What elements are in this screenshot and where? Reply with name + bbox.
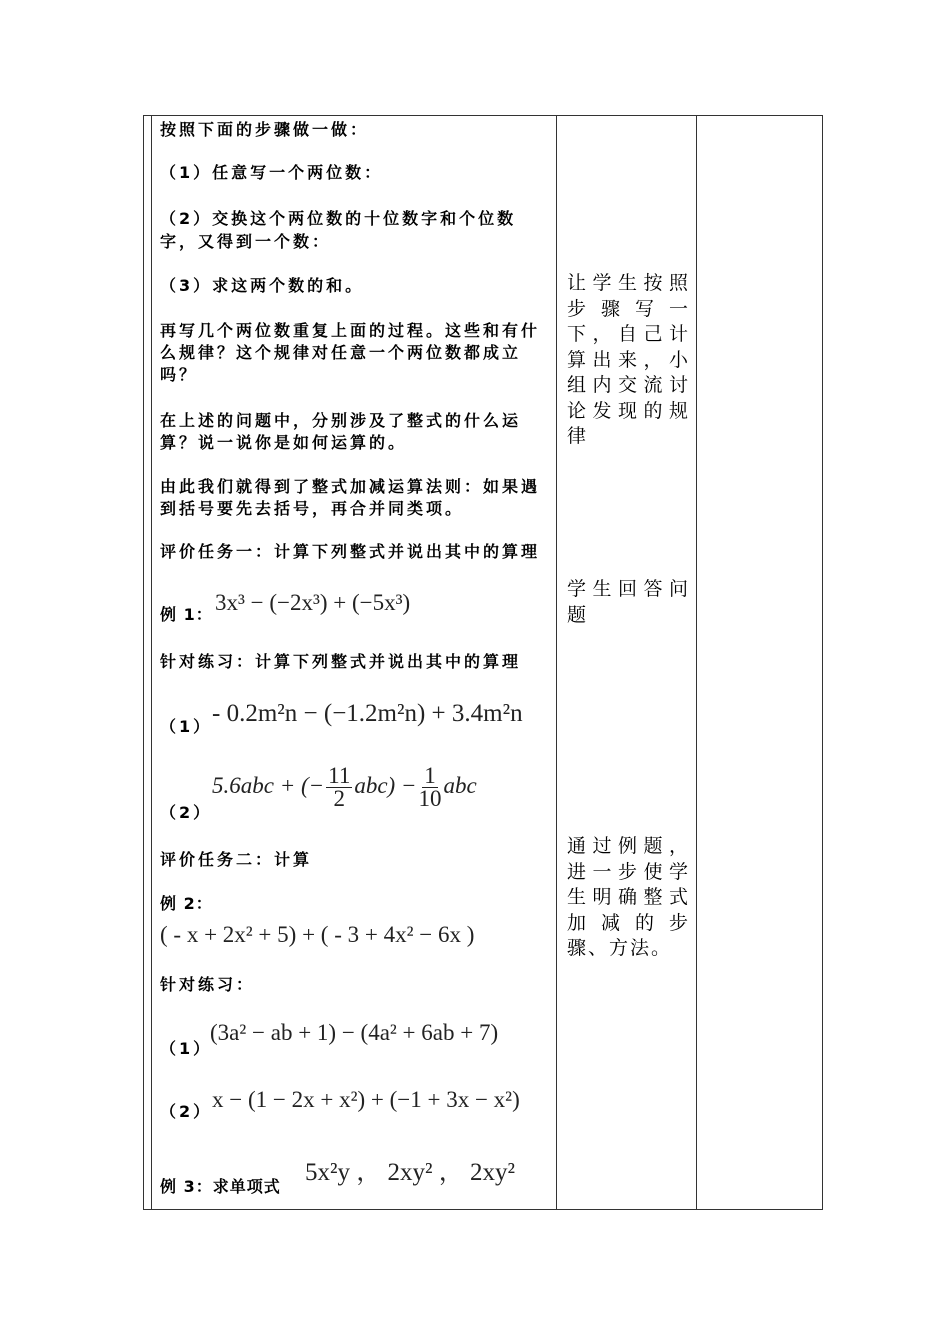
note-line: 学生回答问 <box>567 578 688 600</box>
practice-2-item-1-label: （1） <box>160 1039 213 1058</box>
example-1-label: 例 1： <box>160 605 213 624</box>
step-2-line-2: 字，又得到一个数： <box>160 232 332 251</box>
denominator: 2 <box>333 786 345 811</box>
note-line: 通过例题， <box>567 835 688 857</box>
note-line: 进一步使学 <box>567 860 688 883</box>
practice-1-item-2-formula <box>212 765 477 810</box>
note-line: 下，自己计 <box>567 323 688 345</box>
fraction-11-2 <box>326 765 352 810</box>
note-line: 律 <box>567 425 589 447</box>
teacher-note-1 <box>567 271 688 450</box>
note-line: 论发现的规 <box>567 399 688 422</box>
practice-1-item-1-label: （1） <box>160 717 213 736</box>
note-line: 组内交流讨 <box>567 374 688 396</box>
step-3: （3）求这两个数的和。 <box>160 276 365 295</box>
note-line: 骤、方法。 <box>567 937 673 959</box>
practice-2-title: 针对练习： <box>160 975 256 994</box>
practice-2-item-2-formula: x − (1 − 2x + x²) + (−1 + 3x − x²) <box>212 1087 520 1112</box>
note-line: 加 减 的 步 <box>567 911 688 934</box>
operation-line-1: 在上述的问题中，分别涉及了整式的什么运 <box>160 411 522 430</box>
denominator: 10 <box>418 786 442 811</box>
practice-1-item-2-label: （2） <box>160 803 213 822</box>
teacher-note-2 <box>567 577 688 628</box>
fraction-1-10 <box>418 765 441 810</box>
operation-line-2: 算？说一说你是如何运算的。 <box>160 433 408 452</box>
question-line-2: 么规律？这个规律对任意一个两位数都成立 <box>160 343 522 362</box>
teacher-note-3 <box>567 834 688 962</box>
task-1-heading: 评价任务一：计算下列整式并说出其中的算理 <box>160 542 541 561</box>
note-line: 生明确整式 <box>567 886 688 908</box>
note-line: 让学生按照 <box>567 272 688 294</box>
task-2-heading: 评价任务二：计算 <box>160 850 313 869</box>
table-inner-left-border <box>151 115 152 1210</box>
example-3-formula: 5x²y ， 2xy² ， 2xy² <box>305 1159 515 1186</box>
note-line: 题 <box>567 603 589 626</box>
rule-line-1: 由此我们就得到了整式加减运算法则：如果遇 <box>160 477 541 496</box>
practice-1-title: 针对练习：计算下列整式并说出其中的算理 <box>160 652 522 671</box>
step-1: （1）任意写一个两位数： <box>160 163 384 182</box>
column-divider-1 <box>556 115 557 1210</box>
column-divider-2 <box>696 115 697 1210</box>
example-3-label: 例 3：求单项式 <box>160 1177 281 1196</box>
numerator: 1 <box>424 763 436 788</box>
question-line-1: 再写几个两位数重复上面的过程。这些和有什 <box>160 321 541 340</box>
numerator: 11 <box>328 763 351 788</box>
note-line: 步 骤 写 一 <box>567 297 688 320</box>
step-2-line-1: （2）交换这个两位数的十位数字和个位数 <box>160 209 517 228</box>
example-2-label: 例 2： <box>160 894 213 913</box>
example-1-formula: 3x³ − (−2x³) + (−5x³) <box>215 590 411 615</box>
example-2-formula: ( - x + 2x² + 5) + ( - 3 + 4x² − 6x ) <box>160 922 475 947</box>
note-line: 算出来，小 <box>567 348 688 371</box>
practice-2-item-2-label: （2） <box>160 1102 213 1121</box>
intro-text: 按照下面的步骤做一做： <box>160 120 370 139</box>
practice-2-item-1-formula: (3a² − ab + 1) − (4a² + 6ab + 7) <box>210 1020 499 1045</box>
formula-part: 5.6abc + (− <box>212 772 325 798</box>
formula-part: abc <box>443 772 477 798</box>
question-line-3: 吗？ <box>160 365 199 384</box>
formula-part: abc) − <box>354 772 417 798</box>
practice-1-item-1-formula: - 0.2m²n − (−1.2m²n) + 3.4m²n <box>212 700 523 727</box>
rule-line-2: 到括号要先去括号，再合并同类项。 <box>160 499 465 518</box>
